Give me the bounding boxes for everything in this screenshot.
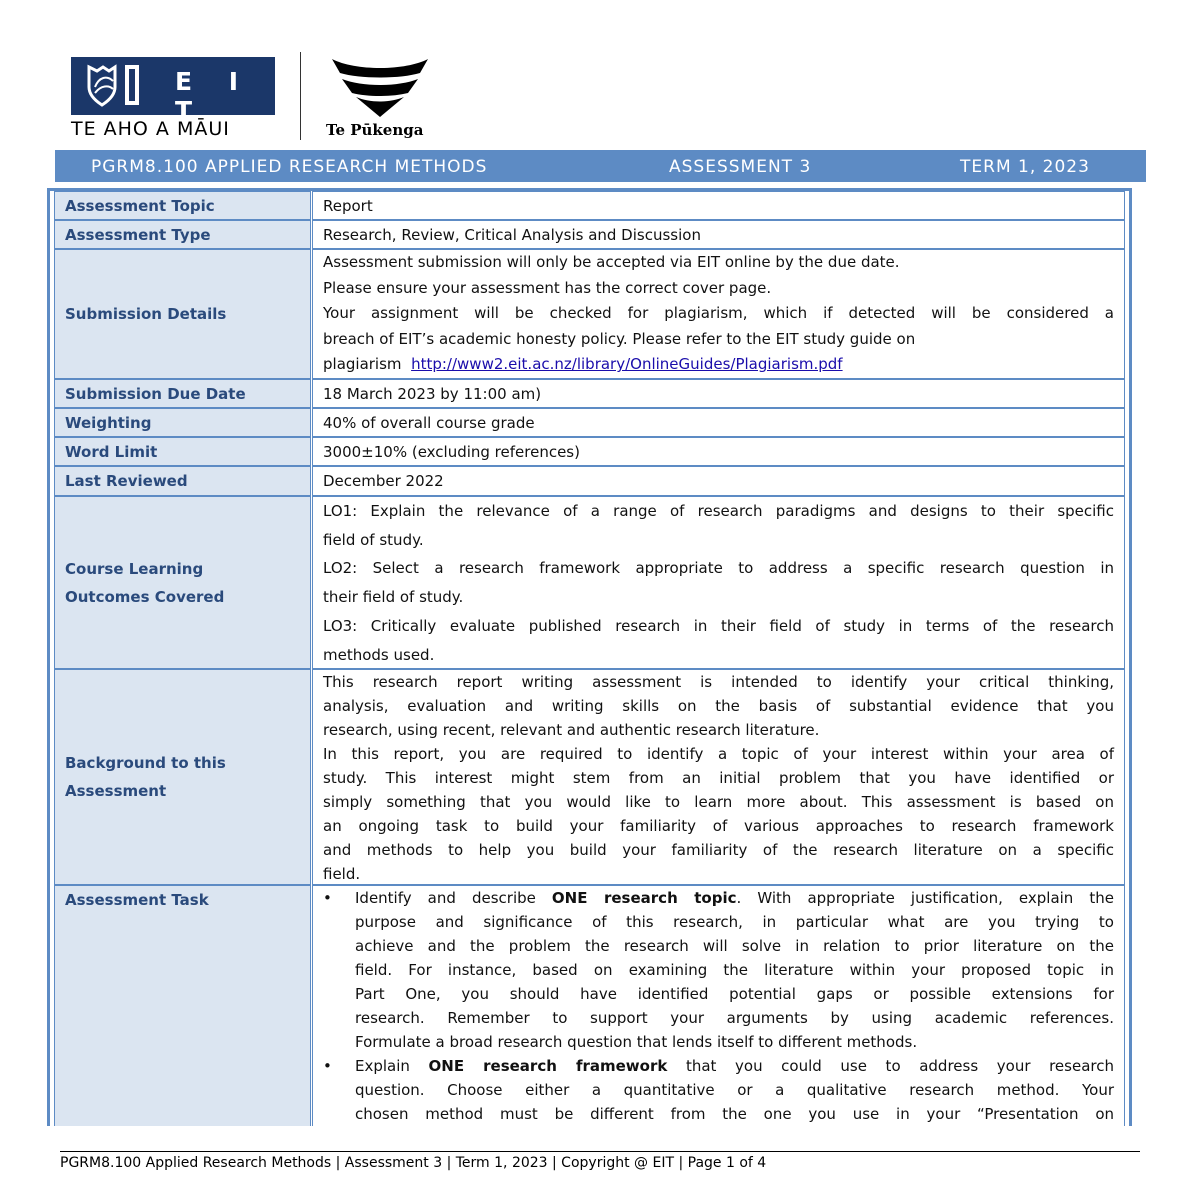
text-line: LO1: Explain the relevance of a range of research paradigms and designs to their specific <box>323 502 1114 520</box>
plagiarism-prefix: plagiarism <box>323 355 402 373</box>
page-footer: PGRM8.100 Applied Research Methods | Assessment 3 | Term 1, 2023 | Copyright @ EIT | Page 1 of 4 <box>60 1155 767 1171</box>
te-pukenga-mark-icon <box>330 57 430 117</box>
row-label: Word Limit <box>65 443 158 461</box>
table-row <box>50 437 1129 466</box>
footer-rule <box>60 1151 1140 1152</box>
text-line: and methods to help you build your familiarity of the research literature on a specific <box>323 841 1114 859</box>
te-pukenga-wordmark: Te Pūkenga <box>326 121 424 139</box>
text-line: research. Remember to support your arguments by using academic references. <box>355 1009 1114 1027</box>
table-row <box>50 669 1129 885</box>
banner-course: PGRM8.100 APPLIED RESEARCH METHODS <box>91 157 488 177</box>
row-label: Assessment Task <box>65 891 209 909</box>
text-line <box>323 352 1114 378</box>
row-value: Research, Review, Critical Analysis and Discussion <box>323 226 701 244</box>
text-line: LO2: Select a research framework appropriate to address a specific research question in <box>323 559 1114 578</box>
row-value: Report <box>323 197 373 215</box>
maui-wordmark: TE AHO A MĀUI <box>71 118 230 140</box>
text-line: LO3: Critically evaluate published research in their field of study in terms of the research <box>323 616 1114 635</box>
assessment-task-text <box>323 886 1114 1126</box>
text-line: analysis, evaluation and writing skills on the basis of substantial evidence that you <box>323 697 1114 715</box>
label-line: Background to this <box>65 754 226 772</box>
task-bullet-1 <box>323 886 1114 1054</box>
text-line: In this report, you are required to identify a topic of your interest within your area of <box>323 745 1114 763</box>
row-label: Weighting <box>65 414 152 432</box>
text-line: an ongoing task to build your familiarity of various approaches to research framework <box>323 817 1114 835</box>
course-banner <box>55 150 1146 182</box>
banner-term: TERM 1, 2023 <box>960 157 1090 177</box>
eit-logo <box>71 57 275 125</box>
text-line: Your assignment will be checked for plagiarism, which if detected will be considered a <box>323 304 1114 322</box>
submission-details-text <box>323 250 1114 378</box>
bullet-icon: • <box>323 889 332 907</box>
text-line: their field of study. <box>323 588 464 607</box>
text-line: Part One, you should have identified potential gaps or possible extensions for <box>355 985 1114 1003</box>
text-line: breach of EIT’s academic honesty policy. Please refer to the EIT study guide on <box>323 329 916 348</box>
row-label: Assessment Topic <box>65 197 215 215</box>
table-row <box>50 220 1129 249</box>
table-row <box>50 191 1129 220</box>
logo-divider <box>300 52 301 140</box>
text-line: field. For instance, based on examining the literature within your proposed topic in <box>355 961 1114 979</box>
text-line: field of study. <box>323 530 424 549</box>
learning-outcomes-text <box>323 497 1114 669</box>
table-row <box>50 885 1129 1126</box>
text-line: Assessment submission will only be accepted via EIT online by the due date. <box>323 253 900 271</box>
table-row <box>50 379 1129 408</box>
text-line: achieve and the problem the research will solve in relation to prior literature on the <box>355 937 1114 955</box>
eit-wordmark: E I T <box>175 67 253 125</box>
text-line: This research report writing assessment is intended to identify your critical thinking, <box>323 673 1114 691</box>
text-line: chosen method must be different from the one you use in your “Presentation on <box>355 1105 1114 1123</box>
table-row <box>50 496 1129 669</box>
row-label: Submission Due Date <box>65 385 246 403</box>
label-line: Outcomes Covered <box>65 587 225 606</box>
row-label: Assessment Type <box>65 226 211 244</box>
text-line: Formulate a broad research question that lends itself to different methods. <box>355 1033 918 1051</box>
row-value: 3000±10% (excluding references) <box>323 443 580 461</box>
label-line: Assessment <box>65 782 167 800</box>
text-line: research, using recent, relevant and authentic research literature. <box>323 721 820 739</box>
bullet-icon: • <box>323 1057 332 1075</box>
text-line: study. This interest might stem from an initial problem that you have identified or <box>323 769 1114 787</box>
plagiarism-guide-link[interactable]: http://www2.eit.ac.nz/library/OnlineGuides/Plagiarism.pdf <box>411 355 843 373</box>
row-label <box>65 555 224 611</box>
text-line: methods used. <box>323 645 435 664</box>
background-text <box>323 670 1114 886</box>
table-row <box>50 249 1129 379</box>
text-line: Please ensure your assessment has the correct cover page. <box>323 278 772 297</box>
row-label: Submission Details <box>65 305 227 323</box>
text-line: field. <box>323 865 361 883</box>
text-line: simply something that you would like to learn more about. This assessment is based on <box>323 793 1114 811</box>
assessment-details-table <box>47 188 1132 1126</box>
table-row <box>50 466 1129 496</box>
label-line: Course Learning <box>65 559 204 578</box>
row-value: 40% of overall course grade <box>323 414 535 432</box>
text-line: question. Choose either a quantitative or a qualitative research method. Your <box>355 1081 1114 1099</box>
row-label: Last Reviewed <box>65 472 188 490</box>
row-label <box>65 749 226 805</box>
text-line: Identify and describe ONE research topic. With appropriate justification, explain the <box>355 889 1114 907</box>
row-value: December 2022 <box>323 472 444 490</box>
banner-assessment: ASSESSMENT 3 <box>669 157 812 177</box>
table-row <box>50 408 1129 437</box>
text-line: Explain ONE research framework that you could use to address your research <box>355 1057 1114 1075</box>
eit-crest-icon <box>85 63 145 107</box>
task-bullet-2 <box>323 1054 1114 1126</box>
text-line: purpose and significance of this research, in particular what are you trying to <box>355 913 1114 931</box>
row-value: 18 March 2023 by 11:00 am) <box>323 385 542 403</box>
